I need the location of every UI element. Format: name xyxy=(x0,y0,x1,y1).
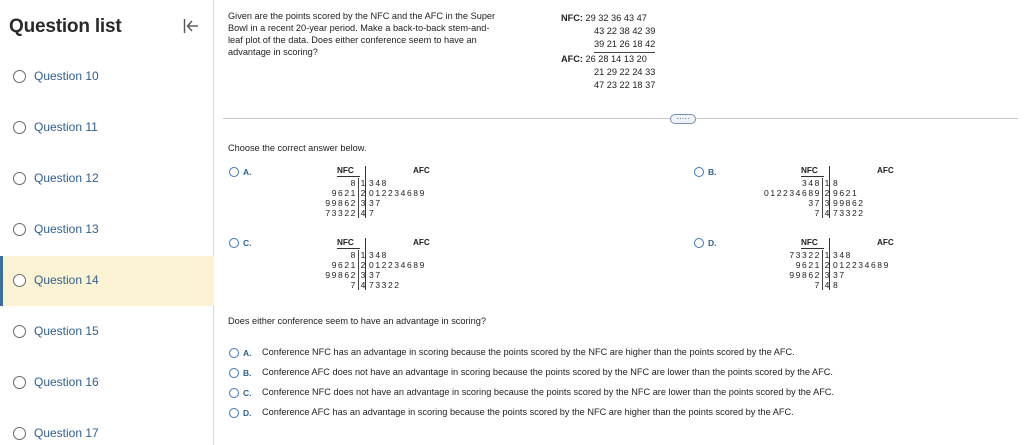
plot-left-leaves: 7 xyxy=(350,280,357,290)
plot-right-header: AFC xyxy=(877,238,894,247)
sidebar-item-label: Question 16 xyxy=(34,375,99,389)
plot-right-leaves: 37 xyxy=(833,270,846,280)
sidebar-item-question-13[interactable] xyxy=(0,205,214,255)
plot-left-leaves: 8 xyxy=(350,250,357,260)
answer-b-text: Conference AFC does not have an advantage in scoring because the points scored by the NFC are lower than the points scored by the AFC. xyxy=(262,367,833,377)
plot-right-leaves: 012234689 xyxy=(833,260,890,270)
plot-right-leaves: 73322 xyxy=(833,208,865,218)
radio-icon xyxy=(13,172,26,185)
plot-right-header: AFC xyxy=(413,238,430,247)
sidebar-item-question-17[interactable] xyxy=(0,409,214,445)
plot-header-rule xyxy=(801,248,824,249)
plot-right-leaves: 348 xyxy=(833,250,852,260)
plot-left-leaves: 99862 xyxy=(325,198,357,208)
plot-left-leaves: 8 xyxy=(350,178,357,188)
plot-header-rule xyxy=(337,248,360,249)
plot-left-leaves: 348 xyxy=(802,178,821,188)
plot-left-header: NFC xyxy=(337,166,354,175)
answer-c-letter: C. xyxy=(243,388,252,398)
radio-icon xyxy=(13,121,26,134)
plot-right-header: AFC xyxy=(413,166,430,175)
question-panel xyxy=(215,0,1024,445)
plot-right-leaves: 7 xyxy=(369,208,376,218)
plot-left-leaves: 012234689 xyxy=(764,188,821,198)
plot-right-leaves: 348 xyxy=(369,178,388,188)
nfc-row-1 xyxy=(561,12,655,25)
plot-left-header: NFC xyxy=(801,166,818,175)
sidebar-item-label: Question 11 xyxy=(34,120,98,134)
answer-option-c[interactable] xyxy=(229,386,929,400)
afc-values: 26 28 14 13 20 xyxy=(585,54,647,64)
option-a-radio[interactable] xyxy=(229,167,239,177)
plot-stem: 4 xyxy=(360,280,366,290)
nfc-values: 43 22 38 42 39 xyxy=(594,26,656,36)
answer-d-radio[interactable] xyxy=(229,408,239,418)
sidebar-item-label: Question 17 xyxy=(34,426,99,440)
answer-a-letter: A. xyxy=(243,348,252,358)
afc-row-1 xyxy=(561,53,655,66)
option-c-radio[interactable] xyxy=(229,238,239,248)
plot-right-header: AFC xyxy=(877,166,894,175)
nfc-row-2 xyxy=(561,25,655,38)
nfc-values: 29 32 36 43 47 xyxy=(585,13,647,23)
plot-stem: 2 xyxy=(824,260,830,270)
answer-d-letter: D. xyxy=(243,408,252,418)
plot-right-leaves: 012234689 xyxy=(369,188,426,198)
collapse-left-icon[interactable] xyxy=(182,17,200,35)
answer-a-radio[interactable] xyxy=(229,348,239,358)
sidebar-item-question-10[interactable] xyxy=(0,52,214,102)
plot-right-leaves: 012234689 xyxy=(369,260,426,270)
plot-left-leaves: 9621 xyxy=(795,260,821,270)
plot-left-leaves: 9621 xyxy=(331,260,357,270)
plot-left-leaves: 37 xyxy=(808,198,821,208)
plot-left-header: NFC xyxy=(801,238,818,247)
plot-left-leaves: 7 xyxy=(814,208,821,218)
afc-row-3 xyxy=(561,79,655,92)
plot-stem: 3 xyxy=(360,198,366,208)
plot-left-leaves: 73322 xyxy=(789,250,821,260)
option-d-letter: D. xyxy=(708,238,717,248)
plot-right-leaves: 8 xyxy=(833,178,840,188)
nfc-row-3 xyxy=(561,38,655,53)
question-prompt: Given are the points scored by the NFC and the AFC in the Super Bowl in a recent 20-year period. Make a back-to-back stem-and-leaf plot of the data. Does either conference seem to have an advantage in scoring? xyxy=(228,11,496,57)
afc-values: 47 23 22 18 37 xyxy=(594,80,656,90)
stem-leaf-plot-a xyxy=(275,166,435,232)
plot-left-leaves: 9621 xyxy=(331,188,357,198)
option-d-radio[interactable] xyxy=(694,238,704,248)
answer-c-text: Conference NFC does not have an advantage in scoring because the points scored by the NFC are lower than the points scored by the AFC. xyxy=(262,387,834,397)
sidebar-item-label: Question 15 xyxy=(34,324,99,338)
plot-header-rule xyxy=(801,176,824,177)
sidebar-item-label: Question 10 xyxy=(34,69,99,83)
sidebar-item-question-12[interactable] xyxy=(0,154,214,204)
answer-c-radio[interactable] xyxy=(229,388,239,398)
plot-right-leaves: 73322 xyxy=(369,280,401,290)
answer-b-radio[interactable] xyxy=(229,368,239,378)
radio-icon xyxy=(13,70,26,83)
afc-values: 21 29 22 24 33 xyxy=(594,67,656,77)
plot-left-leaves: 7 xyxy=(814,280,821,290)
option-a-letter: A. xyxy=(243,167,252,177)
radio-icon xyxy=(13,223,26,236)
sidebar-item-question-15[interactable] xyxy=(0,307,214,357)
plot-stem: 4 xyxy=(824,208,830,218)
answer-b-letter: B. xyxy=(243,368,252,378)
radio-icon xyxy=(13,376,26,389)
section-divider xyxy=(223,118,1018,119)
stem-leaf-plot-b xyxy=(727,166,894,232)
afc-row-2 xyxy=(561,66,655,79)
plot-stem: 2 xyxy=(824,188,830,198)
data-table xyxy=(561,12,655,92)
answer-option-a[interactable] xyxy=(229,346,929,360)
option-c-letter: C. xyxy=(243,238,252,248)
plot-stem: 3 xyxy=(824,198,830,208)
radio-icon xyxy=(13,427,26,440)
sidebar-item-question-14[interactable] xyxy=(0,256,214,306)
answer-option-b[interactable] xyxy=(229,366,929,380)
second-question-text: Does either conference seem to have an advantage in scoring? xyxy=(228,316,486,326)
plot-stem: 1 xyxy=(824,178,830,188)
plot-right-leaves: 37 xyxy=(369,270,382,280)
radio-icon xyxy=(13,325,26,338)
plot-stem: 2 xyxy=(360,260,366,270)
plot-right-leaves: 348 xyxy=(369,250,388,260)
plot-right-leaves: 99862 xyxy=(833,198,865,208)
plot-stem: 3 xyxy=(824,270,830,280)
nfc-label: NFC: xyxy=(561,13,583,23)
plot-right-leaves: 8 xyxy=(833,280,840,290)
nfc-values: 39 21 26 18 42 xyxy=(594,38,655,53)
radio-icon xyxy=(13,274,26,287)
question-list-sidebar xyxy=(0,0,214,445)
option-b-radio[interactable] xyxy=(694,167,704,177)
answer-a-text: Conference NFC has an advantage in scoring because the points scored by the NFC are higher than the points scored by the AFC. xyxy=(262,347,795,357)
sidebar-header xyxy=(0,0,214,52)
afc-label: AFC: xyxy=(561,54,583,64)
plot-stem: 1 xyxy=(824,250,830,260)
plot-header-rule xyxy=(337,176,360,177)
expand-more-button[interactable]: ····· xyxy=(670,114,696,124)
plot-stem: 4 xyxy=(360,208,366,218)
sidebar-item-label: Question 13 xyxy=(34,222,99,236)
plot-left-leaves: 99862 xyxy=(325,270,357,280)
sidebar-title: Question list xyxy=(9,16,122,37)
option-b-letter: B. xyxy=(708,167,717,177)
answer-option-d[interactable] xyxy=(229,406,929,420)
sidebar-item-question-11[interactable] xyxy=(0,103,214,153)
sidebar-item-label: Question 12 xyxy=(34,171,99,185)
stem-leaf-plot-d xyxy=(727,238,894,304)
plot-left-leaves: 99862 xyxy=(789,270,821,280)
plot-stem: 1 xyxy=(360,250,366,260)
plot-stem: 2 xyxy=(360,188,366,198)
plot-right-leaves: 9621 xyxy=(833,188,859,198)
plot-stem: 1 xyxy=(360,178,366,188)
plot-left-leaves: 73322 xyxy=(325,208,357,218)
sidebar-item-label: Question 14 xyxy=(34,273,99,287)
plot-stem: 4 xyxy=(824,280,830,290)
plot-stem: 3 xyxy=(360,270,366,280)
sidebar-item-question-16[interactable] xyxy=(0,358,214,408)
stem-leaf-plot-c xyxy=(275,238,435,304)
plot-left-header: NFC xyxy=(337,238,354,247)
answer-d-text: Conference AFC has an advantage in scoring because the points scored by the NFC are higher than the points scored by the AFC. xyxy=(262,407,794,417)
plot-right-leaves: 37 xyxy=(369,198,382,208)
choose-instruction: Choose the correct answer below. xyxy=(228,143,367,153)
